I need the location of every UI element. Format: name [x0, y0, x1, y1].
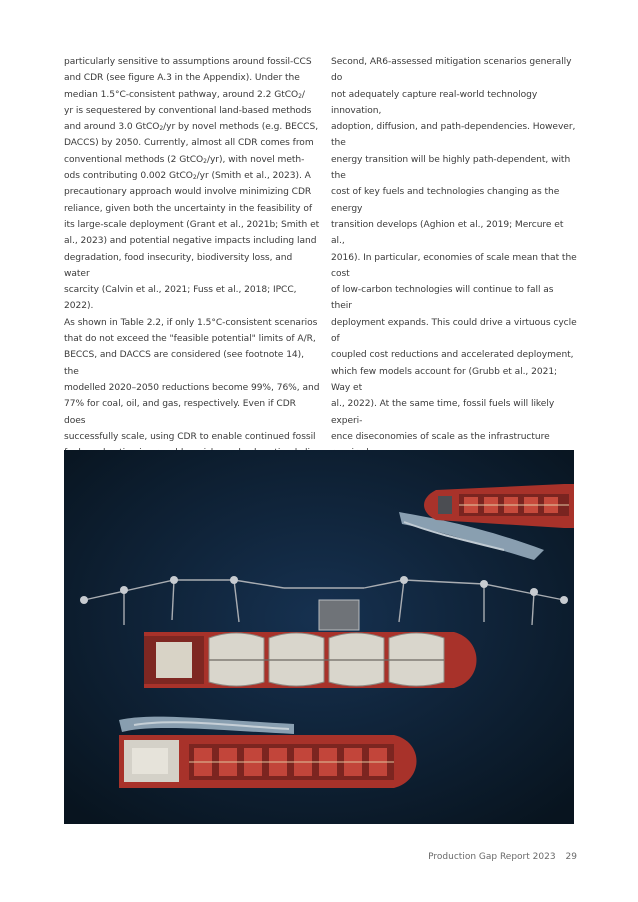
lng-carrier — [144, 632, 477, 688]
tanker-bottom — [119, 735, 417, 788]
footer-report-title: Production Gap Report 2023 — [428, 852, 556, 862]
loading-platform — [319, 600, 359, 630]
page-footer — [428, 852, 577, 862]
aerial-ships-photo — [64, 450, 574, 824]
page-number: 29 — [565, 852, 577, 862]
left-paragraph-2: As shown in Table 2.2, if only 1.5°C-consistent scenarios that do not exceed the "feasible potential" limits of A/R, BECCS, and DACCS are considered (see footnote 14), the modelled 2020–2050 reductions become 99%, 76%, and 77% for coal, oil, and gas, respectively. Even if CDR does successfully scale, using CDR to enable continued fossil — [64, 317, 320, 442]
left-paragraph-1: particularly sensitive to assumptions around fossil-CCS and CDR (see figure A.3 in the Appendix). Under the median 1.5°C-consistent pathway, around 2.2 GtCO$_2$/ yr is sequestered by conventional land-based methods and around 3.0 GtCO$_2$/yr by novel methods (e.g. BECCS, DACCS) by 2050. Currently, almost all CDR comes from conventional methods (2 GtCO$_2$/yr), with novel meth- ods contributing 0.002 GtCO$_2$/yr (Smith et al., 2023). A precautionary approach would involve minimizing CDR reliance, given both the uncertainty in the feasibility of its large-scale deployment (Grant et al., 2021b; Smith et al., 2023) and potential negative impacts including land degradation, food insecurity, biodiversity loss, and water scarcity (Calvin et al., 2021; Fuss et al., 2018; IPCC, 2022). — [64, 57, 320, 312]
right-paragraph-1: Second, AR6-assessed mitigation scenarios generally do not adequately capture real-world technology innovation, adoption, diffusion, and path-dependencies. However, the energy transition will be highly path-dependent, with the cost of key fuels and technologies changing as the energy transition develops (Aghion et al., 2019; Mercure et al., 2016). In particular, economies of scale mean that the cost of low-carbon technologies will continue to fall as their deployment expands. This could drive a virtuous cycle of coupled cost reductions and accelerated deployment, which few models account for (Grubb et al., 2021; Way et al., 2022). At the same time, fossil fuels will likely experi- ence diseconomies of scale as the infrastructure — [331, 57, 577, 442]
